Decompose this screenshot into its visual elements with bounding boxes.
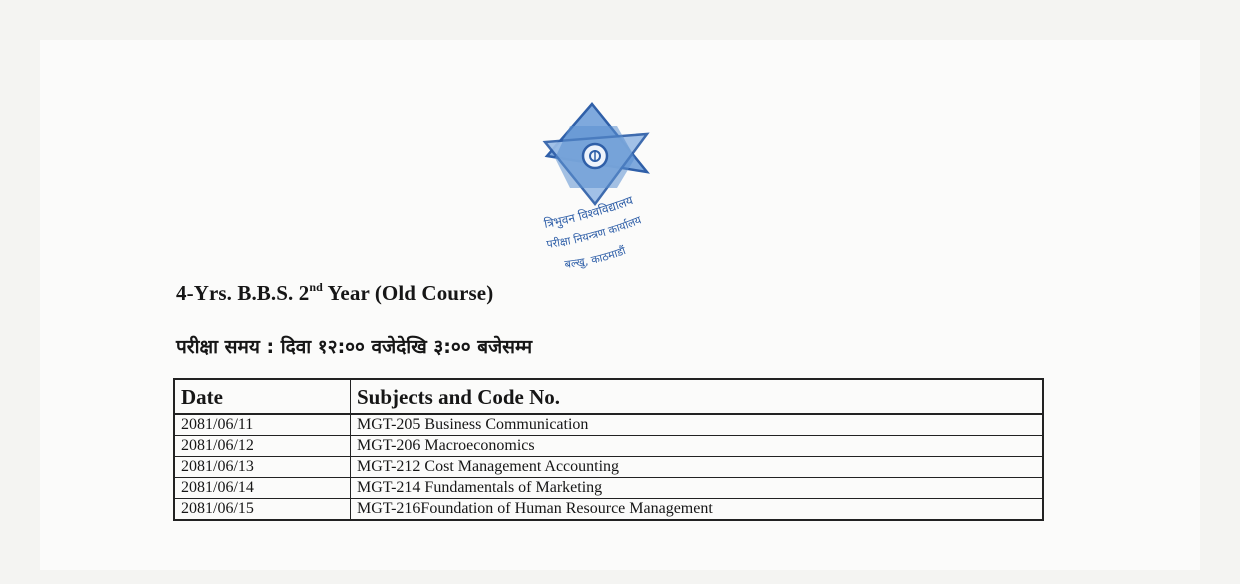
subject-cell: MGT-214 Fundamentals of Marketing xyxy=(351,478,1044,499)
date-cell: 2081/06/15 xyxy=(174,499,351,521)
date-cell: 2081/06/14 xyxy=(174,478,351,499)
course-heading: 4-Yrs. B.B.S. 2nd Year (Old Course) xyxy=(176,280,494,305)
table-row xyxy=(174,436,1043,457)
subject-cell: MGT-212 Cost Management Accounting xyxy=(351,457,1044,478)
date-cell: 2081/06/12 xyxy=(174,436,351,457)
university-seal xyxy=(535,96,705,286)
header-subjects: Subjects and Code No. xyxy=(351,379,1044,414)
table-row xyxy=(174,499,1043,521)
subject-cell: MGT-206 Macroeconomics xyxy=(351,436,1044,457)
header-date: Date xyxy=(174,379,351,414)
table-header-row xyxy=(174,379,1043,414)
date-cell: 2081/06/13 xyxy=(174,457,351,478)
heading-superscript: nd xyxy=(309,280,323,294)
table-row xyxy=(174,478,1043,499)
date-cell: 2081/06/11 xyxy=(174,414,351,436)
exam-schedule-table xyxy=(173,378,1044,521)
seal-line-3: बल्खु, काठमाडौं xyxy=(563,244,628,271)
seal-line-1: त्रिभुवन विश्वविद्यालय xyxy=(542,193,635,231)
table-row xyxy=(174,457,1043,478)
table-row xyxy=(174,414,1043,436)
subject-cell: MGT-205 Business Communication xyxy=(351,414,1044,436)
exam-time-text: परीक्षा समय : दिवा १२:०० वजेदेखि ३:०० बजेसम्म xyxy=(176,336,533,358)
star-emblem-icon xyxy=(535,96,705,286)
subject-cell: MGT-216Foundation of Human Resource Management xyxy=(351,499,1044,521)
seal-line-2: परीक्षा नियन्त्रण कार्यालय xyxy=(545,213,644,251)
